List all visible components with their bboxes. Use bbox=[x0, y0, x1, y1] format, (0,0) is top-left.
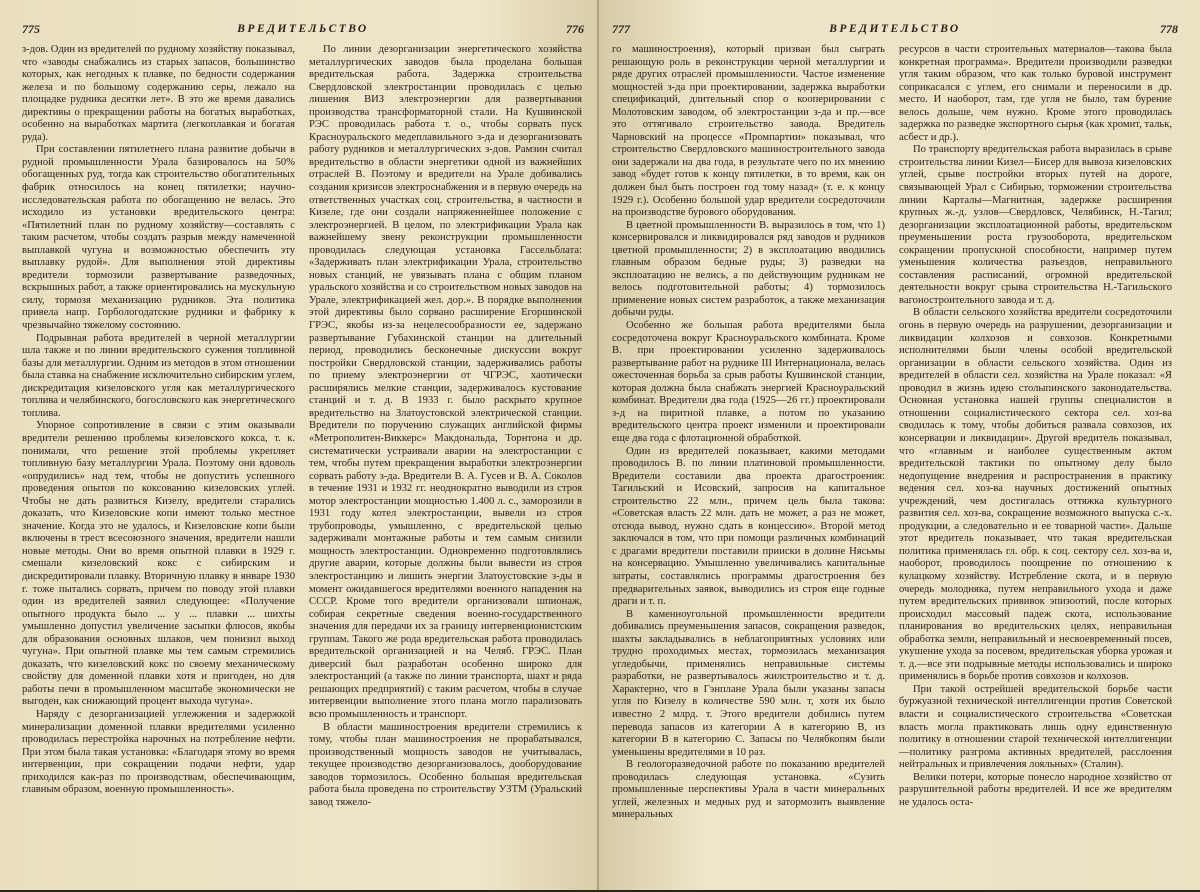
column-777 bbox=[612, 44, 885, 892]
paragraph: Велики потери, которые понесло народное хозяйство от разрушительной работы вредителей. И все же вредителям не удалось оста- bbox=[899, 771, 1172, 808]
paragraph: По транспорту вредительская работа выразилась в срыве строительства линии Кизел—Бисер для вывоза кизеловских углей, срыве постройки вторых путей на дороге, связывающей Урал с Сибирью, торможении строительства линии Карталы—Магнитная, задержке расширения крупных ж.-д. узлов—Свердловск, Челябинск, Н.-Тагил; дезорганизации эксплоатационной работы, вредительском преуменьшении роста грузооборота, вредительском сокращении пропускной способности, например путем уменьшения количества разъездов, неправильного составления расписаний, огромной вредительской деятельности вокруг срыва строительства Н.-Тагильского вагоностроительного завода и т. д. bbox=[899, 144, 1172, 306]
paragraph: В области машиностроения вредители стремились к тому, чтобы план машиностроения не прорабатывался, производственный мощность заводов не учитывалась, текущее производство дезорганизовалось, дооборудование заводов тормозилось. Особенно большая вредительская работа была проведена по строительству УЗТМ (Уральский завод тяжело- bbox=[309, 721, 582, 808]
left-page bbox=[0, 0, 598, 890]
page-number-775: 775 bbox=[22, 21, 40, 36]
paragraph: ресурсов в части строительных материалов—такова была конкретная программа». Вредители производили разведки угля таким образом, что как только буровой инструмент соприкасался с углем, его снимали и переносили в др. место. И наоборот, там, где угля не было, там бурение велось дольше, чем нужно. Кроме этого проводилась задержка по разведке экспортного сырья (как хромит, тальк, асбест и др.). bbox=[899, 44, 1172, 143]
paragraph: При составлении пятилетнего плана развитие добычи в рудной промышленности Урала базировалось на 50% обогащенных руд, тогда как строительство обогатительных фабрик относилось на конец пятилетки; научно-исследовательская работа по обогащению не велась. Это исходило из установки вредительского центра: «Пятилетний план по рудному хозяйству—составлять с таким расчетом, чтобы создать разрыв между намеченной выплавкой чугуна и возможностью обеспечить эту выплавку рудой». Для выполнения этой директивы вредители тормозили развертывание разведочных, вскрышных работ, а также ориентировались на мускульную силу, тормозя механизацию рудников. Эта политика привела напр. Горбологодатские рудники и фабрику к чрезвычайно тяжелому состоянию. bbox=[22, 144, 295, 332]
paragraph: В цветной промышленности В. выразилось в том, что 1) консервировался и ликвидировался ряд заводов и рудников цветной промышленности; 2) в эксплоатацию вводились главным образом бедные руды; 3) разведки на эксплоатацию не велись, а по действующим рудникам не велось подготовительной работы; 4) тормозилось применение новых систем разработок, а также механизация добычи руды. bbox=[612, 219, 885, 319]
paragraph: Особенно же большая работа вредителями была сосредоточена вокруг Красноуральского комбината. Кроме В. при проектировании усиленно задерживалось развертывание работ на руднике III Интернационала, велась ожесточенная борьба за срыв работы Кушвинской станции, которая должна была снабжать энергией Красноуральский комбинат. Вредители два года (1925—26 гг.) проектировали з-д на пиритной плавке, а потом по указанию вредительского центра проект изменили и проектировали еще два года с флотационной обработкой. bbox=[612, 320, 885, 444]
paragraph: Наряду с дезорганизацией углежжения и задержкой минерализации доменной плавки вредителями усиленно проводилась перестройка нарочных на потребление нефти. При этом была такая установка: «Благодаря этому во время интервенции, при сокращении подачи нефти, удар приходился как-раз по производствам, обеспечивающим, главным образом, военную промышленность». bbox=[22, 708, 295, 796]
column-775 bbox=[22, 44, 295, 892]
right-page bbox=[598, 0, 1200, 890]
paragraph: При такой острейшей вредительской борьбе части буржуазной технической интеллигенции против Советской власти и социалистического строительства «Советская власть могла практиковать лишь одну единственную политику в отношении старой технической интеллигенции—политику разгрома активных вредителей, расслоения нейтральных и привлечения лояльных» (Сталин). bbox=[899, 683, 1172, 771]
paragraph: Один из вредителей показывает, какими методами проводилось В. по линии платиновой промышленности. Вредители составили два проекта драгостроения: Тагильский и Исовский, запросив на капитальное строительство 22 млн., причем цель была такова: «Советская власть 22 млн. дать не может, а раз не может, отсюда вывод, нужно сдать в концессию». Второй метод заключался в том, что при помощи различных комбинаций с драгами вредители поставили прииски в долине Нясьмы на консервацию. Умышленно увеличивались капитальные затраты, составлялись программы драгостроения без предварительных заявок, выводились из строя еще годные драги и т. п. bbox=[612, 445, 885, 608]
paragraph: В геологоразведочной работе по показанию вредителей проводилась следующая установка. «Сузить промышленные перспективы Урала в части минеральных углей, железных и медных руд и затормозить выявление минеральных bbox=[612, 759, 885, 821]
paragraph: Подрывная работа вредителей в черной металлургии шла также и по линии вредительского сужения топливной базы для металлургии. Одним из методов в этом отношении была ставка на снабжение исключительно сибирским углем, дискредитация кизеловского угля как металлургического топлива и челябинского, богословского как энергетического топлива. bbox=[22, 332, 295, 419]
page-number-778: 778 bbox=[1159, 21, 1178, 36]
running-head-left bbox=[22, 18, 584, 40]
book-gutter bbox=[597, 0, 599, 890]
page-number-777: 777 bbox=[612, 21, 630, 36]
running-title-left: ВРЕДИТЕЛЬСТВО bbox=[237, 23, 369, 35]
paragraph: В области сельского хозяйства вредители сосредоточили огонь в первую очередь на разрушении, дезорганизации и ликвидации колхозов и совхозов. Конкретными исполнителями были члены особой вредительской организации в области сельского хозяйства. Один из вредителей в области сел. хозяйства на Урале показал: «Я проводил в жизнь идею столыпинского законодательства. Основная установка нашей группы специалистов в отношении социалистического сектора сел. хоз-ва сводилась к тому, чтобы добиться развала совхозов, их консервации и ликвидации». Другой вредитель показывал, что «главным и наиболее существенным актом вредительской тактики по опытному делу было недопущение внедрения и распространения в практику ведения сел. хоз-ва научных достижений опытных учреждений, чем достигалась оттяжка культурного развития сел. хоз-ва, сокращение возможного выпуска с.-х. продукции, а следовательно и ее товарной части». Дальше этот вредитель показывает, что такая вредительская политика применялась гл. обр. к соц. сектору сел. хоз-ва и, наоборот, проводилось поощрение по отношению к кулацкому хозяйству. Истребление скота, и в первую очередь молодняка, путем неправильного ухода и даже путем вредительских прививок эпизоотий, после которых происходил массовый падеж скота, использование планирования во вредительских целях, неправильная обработка земли, неправильный и несвоевременный посев, укушение ухода за посевом, вредительская уборка урожая и т. д.—все эти подрывные методы использовались и широко применялись в борьбе против совхозов и колхозов. bbox=[899, 307, 1172, 683]
running-head-right bbox=[612, 18, 1178, 40]
paragraph: В каменноугольной промышленности вредители добивались преуменьшения запасов, сокращения разведок, шахты закладывались в неблагоприятных условиях или трудно проходимых местах, тормозилась механизация угледобычи, применялись неправильные системы разработки, не развертывалось жилстроительство и т. д. Характерно, что в Гэнплане Урала были указаны запасы угля по Кизелу в количестве 590 млн. т, хотя их было известно 2 млрд. т. Этого вредители добились путем перевода запасов из категории А в категорию В, из категории В в категорию С. Запасы по Челябкопям были уменьшены вредителями в 10 раз. bbox=[612, 608, 885, 758]
page-number-776: 776 bbox=[565, 21, 584, 36]
paragraph: По линии дезорганизации энергетического хозяйства металлургических заводов была проделана большая вредительская работа. Задержка строительства Свердловской электростанции проводилась с целью лишения ВИЗ электроэнергии для развертывания производства трансформаторной стали. На Кушвинской РЭС проводилась работа т. о., чтобы сорвать пуск Красноуральского медеплавильного з-да и дезорганизовать работу рудников и металлургических з-дов. Рамзин считал вредительство в области энергетики одной из важнейших отраслей В. Поэтому и вредители на Урале добивались создания кризисов электроснабжения и в первую очередь на ответственных участках соц. строительства, в частности в Кизеле, где они создали напряженнейшее положение с электроэнергией. В целом, по электрификации Урала как важнейшему звену реконструкции промышленности проводилась следующая установка Гассельблата: «Задерживать план электрификации Урала, строительство новых станций, не увязывать плана с общим планом уральского хозяйства и со строительством новых заводов на Урале, электрификацией жел. дор.». В порядке выполнения этой директивы было сорвано расширение Егоршинской ГРЭС, якобы из-за нецелесообразности ее, задержано развертывание Губахинской станции на длительный период, проводились бесконечные дискуссии вокруг постройки Свердловской станции, задерживались работы по приему электроэнергии от ЧГРЭС, хаотически расширялись мелкие станции, задерживалось кустование станций и т. д. В 1933 г. было раскрыто крупное вредительство на Златоустовской электрической станции. Вредители по поручению служащих английской фирмы «Метрополитен-Виккерс» Макдональда, Торнтона и др. систематически устраивали аварии на электростанции с тем, чтобы путем прекращения выработки электроэнергии сорвать работу з-да. Вредители В. А. Гусев и В. А. Соколов в течение 1931 и 1932 гг. неоднократно выводили из строя мотор электростанции мощностью 1.400 л. с., заморозили в 1931 году котел электростанции, вывели из строя трубопроводы, умышленно, с вредительской целью задерживали монтажные работы и тем самым снизили мощность электростанции. Одновременно подготовлялись другие аварии, которые должны были вывести из строя электростанцию и лишить энергии Златоустовские з-ды в момент ожидавшегося вредителями военного нападения на СССР. Кроме того вредители организовали шпионаж, собирая секретные сведения военно-государственного значения для передачи их за границу интервенционистским группам. Такого же рода вредительская работа проводилась вредительской организацией и на Челяб. ГРЭС. План диверсий был разработан особенно широко для электростанций (а также по линии транспорта, шахт и ряда решающих предприятий) с таким расчетом, чтобы в случае интервенции выполнение этого плана могло парализовать всю промышленность и транспорт. bbox=[309, 44, 582, 720]
column-776 bbox=[309, 44, 582, 892]
running-title-right: ВРЕДИТЕЛЬСТВО bbox=[829, 23, 961, 35]
paragraph: го машиностроения), который призван был сыграть решающую роль в реконструкции черной металлургии и ряде других отраслей промышленности. Частое изменение мощностей з-да при проектировании, задержка выработки спецификаций, длительный спор о кооперировании с Молотовским заводом, об электростанции з-да и пр.—все это оттягивало строительство завода. Вредитель Чарновский на процессе «Промпартии» показывал, что строительство Свердловского машиностроительного завода они задержали на два года, в результате чего по их мнению завод «будет готов к концу пятилетки, в то время, как он должен был быть построен год тому назад» (т. е. к концу 1929 г.). Особенно большой удар вредители сосредоточили на производстве бурового оборудования. bbox=[612, 44, 885, 219]
paragraph: Упорное сопротивление в связи с этим оказывали вредители решению проблемы кизеловского кокса, т. к. понимали, что решение этой проблемы укрепляет топливную базу металлургии Урала. Поэтому они вдоволь «опрудились» над тем, чтобы не допустить успешного проведения опытов по коксованию кизеловских углей. Чтобы не дать развиться Кизелу, вредители старались доказать, что Кизеловские копи имеют только местное значение. Когда это не удалось, и Кизеловские копи были включены в трест всесоюзного значения, вредители нашли новые методы. Они во время опытной плавки в 1929 г. смешали кизеловский кокс с сибирским и дискредитировали плавку. Вторичную плавку в январе 1930 г. тоже пытались сорвать, причем по поводу этой плавки один из вредителей заявил следующее: «Получение опытного продукта было ... у ... плавки ... шихты умышленно допустил увеличение засыпки флюсов, якобы для образования основных шлаков, чем понизил выход чугуна». При опытной плавке мы тем самым стремились доказать, что кизеловский кокс по своему механическому свойству для доменной плавки хотя и пригоден, но для работы печи в промышленном масштабе экономически не выгоден, как снижающий процент выхода чугуна». bbox=[22, 420, 295, 708]
paragraph: з-дов. Один из вредителей по рудному хозяйству показывал, что «заводы снабжались из старых запасов, большинство которых, как негодных к плавке, по бедности содержания железа и по большому содержанию серы, лежало на площадке рудника десятки лет». В это же время давались директивы о прекращении работы на богатых выработках, особенно на выработках мартита (легкоплавкая и богатая руда). bbox=[22, 44, 295, 143]
column-778 bbox=[899, 44, 1172, 892]
